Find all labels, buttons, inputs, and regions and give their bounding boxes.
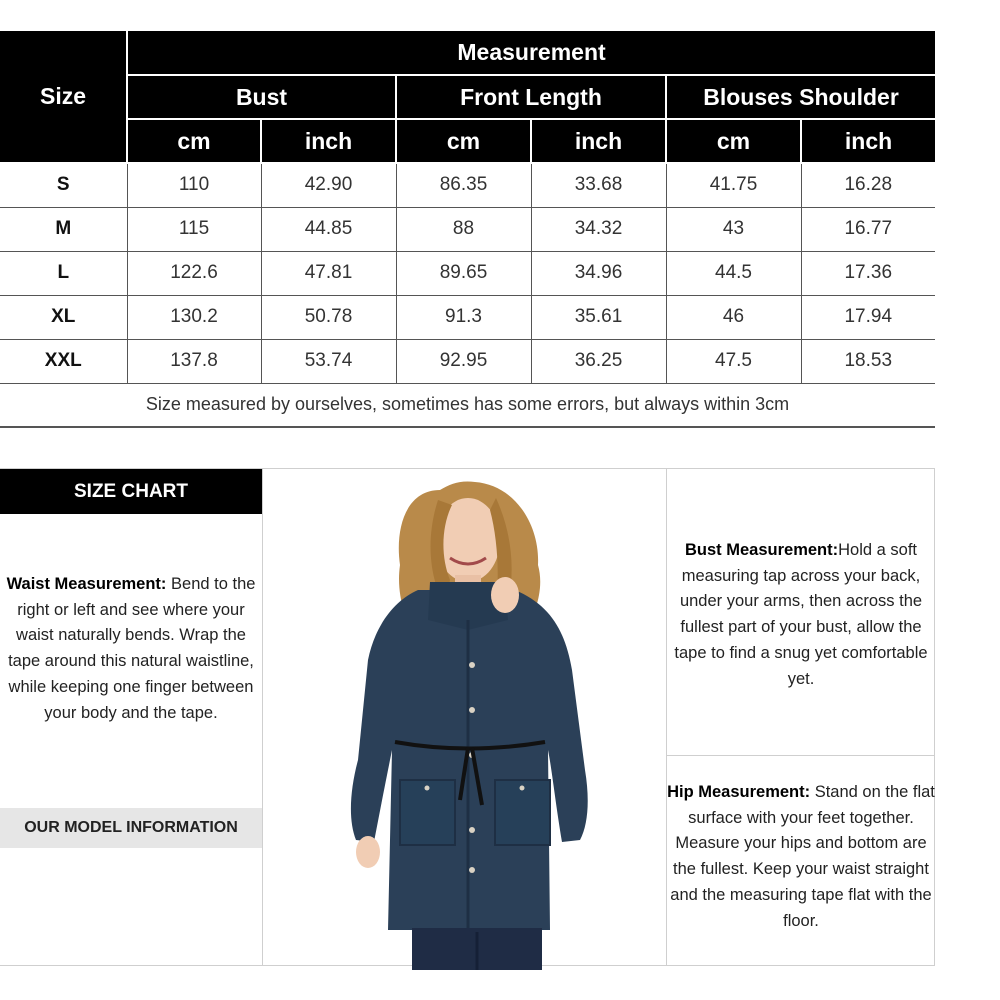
table-cell: 36.25 bbox=[531, 339, 666, 383]
table-cell: 47.81 bbox=[261, 251, 396, 295]
waist-measurement-guide bbox=[0, 572, 262, 726]
table-cell: 34.32 bbox=[531, 207, 666, 251]
table-cell: 88 bbox=[396, 207, 531, 251]
table-note-row bbox=[0, 383, 935, 427]
size-chart-title: SIZE CHART bbox=[0, 469, 262, 514]
table-cell: 44.85 bbox=[261, 207, 396, 251]
column-divider bbox=[262, 468, 263, 966]
table-row bbox=[0, 163, 935, 207]
table-cell: 16.28 bbox=[801, 163, 935, 207]
unit-header: inch bbox=[531, 119, 666, 163]
table-cell: 17.36 bbox=[801, 251, 935, 295]
table-cell: 43 bbox=[666, 207, 801, 251]
table-cell: 130.2 bbox=[127, 295, 261, 339]
table-cell: 34.96 bbox=[531, 251, 666, 295]
hip-measurement-guide bbox=[667, 780, 935, 934]
table-cell: 86.35 bbox=[396, 163, 531, 207]
waist-measurement-text: Bend to the right or left and see where your waist naturally bends. Wrap the tape around this natural waistline, while keeping one finger between your body and the tape. bbox=[8, 575, 256, 722]
table-cell: 16.77 bbox=[801, 207, 935, 251]
table-cell: 44.5 bbox=[666, 251, 801, 295]
size-cell: M bbox=[0, 207, 127, 251]
hip-measurement-label: Hip Measurement: bbox=[667, 783, 811, 801]
table-row bbox=[0, 251, 935, 295]
table-cell: 41.75 bbox=[666, 163, 801, 207]
table-cell: 17.94 bbox=[801, 295, 935, 339]
table-row bbox=[0, 207, 935, 251]
blouses-shoulder-header: Blouses Shoulder bbox=[666, 75, 935, 119]
table-cell: 137.8 bbox=[127, 339, 261, 383]
table-cell: 46 bbox=[666, 295, 801, 339]
unit-header: inch bbox=[801, 119, 935, 163]
hip-measurement-text: Stand on the flat surface with your feet together. Measure your hips and bottom are the fullest. Keep your waist straight and the measuring tape flat with the floor. bbox=[670, 783, 935, 930]
unit-header: cm bbox=[396, 119, 531, 163]
waist-measurement-label: Waist Measurement: bbox=[6, 575, 167, 593]
model-information-title: OUR MODEL INFORMATION bbox=[0, 808, 262, 848]
table-cell: 50.78 bbox=[261, 295, 396, 339]
table-cell: 110 bbox=[127, 163, 261, 207]
table-cell: 33.68 bbox=[531, 163, 666, 207]
measurement-note: Size measured by ourselves, sometimes has some errors, but always within 3cm bbox=[0, 383, 935, 427]
table-cell: 53.74 bbox=[261, 339, 396, 383]
bust-measurement-guide bbox=[667, 538, 935, 692]
table-cell: 42.90 bbox=[261, 163, 396, 207]
size-cell: L bbox=[0, 251, 127, 295]
measurement-header: Measurement bbox=[127, 31, 935, 75]
unit-header: inch bbox=[261, 119, 396, 163]
guide-divider bbox=[667, 755, 935, 756]
unit-header: cm bbox=[127, 119, 261, 163]
size-cell: S bbox=[0, 163, 127, 207]
table-row bbox=[0, 295, 935, 339]
front-length-header: Front Length bbox=[396, 75, 666, 119]
bust-measurement-text: Hold a soft measuring tap across your back, under your arms, then across the fullest part of your bust, allow the tape to find a snug yet comfortable yet. bbox=[674, 541, 928, 688]
table-cell: 115 bbox=[127, 207, 261, 251]
size-table bbox=[0, 31, 935, 428]
table-cell: 91.3 bbox=[396, 295, 531, 339]
table-cell: 18.53 bbox=[801, 339, 935, 383]
bust-measurement-label: Bust Measurement: bbox=[685, 541, 839, 559]
table-cell: 47.5 bbox=[666, 339, 801, 383]
unit-header: cm bbox=[666, 119, 801, 163]
table-cell: 122.6 bbox=[127, 251, 261, 295]
size-cell: XL bbox=[0, 295, 127, 339]
table-row bbox=[0, 339, 935, 383]
model-photo bbox=[300, 470, 630, 970]
table-cell: 35.61 bbox=[531, 295, 666, 339]
table-cell: 92.95 bbox=[396, 339, 531, 383]
table-cell: 89.65 bbox=[396, 251, 531, 295]
size-cell: XXL bbox=[0, 339, 127, 383]
bust-header: Bust bbox=[127, 75, 396, 119]
size-header: Size bbox=[0, 31, 127, 163]
